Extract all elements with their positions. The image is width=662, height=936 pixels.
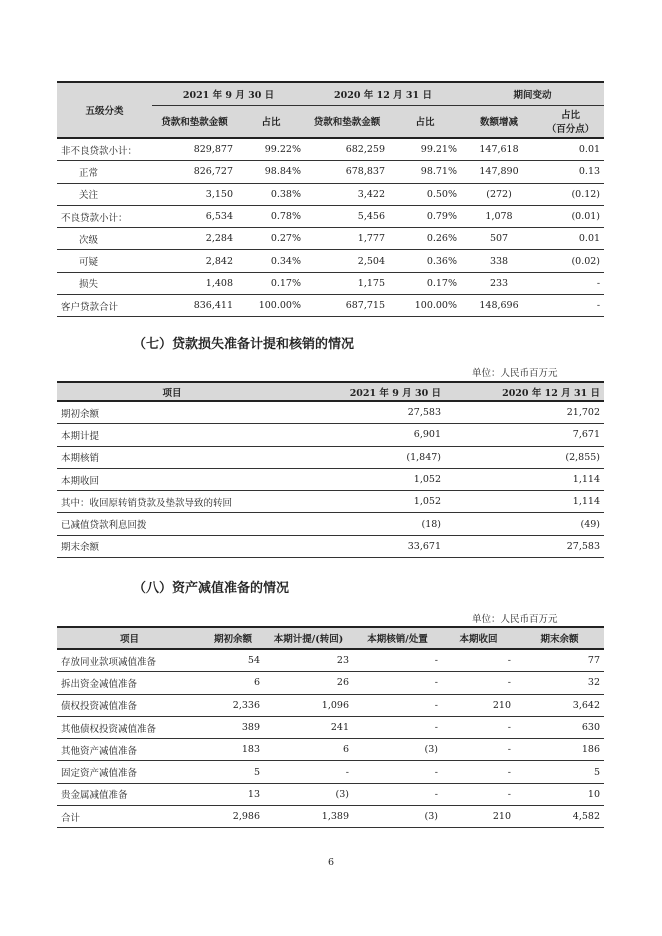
cell-value: 21,702	[445, 401, 604, 424]
cell-value: 210	[442, 806, 515, 828]
page-number: 6	[327, 857, 335, 868]
row-label: 客户贷款合计	[57, 295, 152, 317]
row-label: 债权投资减值准备	[57, 694, 202, 716]
header-category: 五级分类	[57, 82, 152, 138]
section-7-title: （七）贷款损失准备计提和核销的情况	[133, 337, 355, 352]
cell-value: (0.02)	[537, 250, 604, 272]
cell-value: 338	[461, 250, 537, 272]
table-row	[57, 424, 604, 446]
table-row	[57, 806, 604, 828]
subheader: 占比	[389, 105, 461, 138]
cell-value: (18)	[287, 513, 445, 535]
column-header: 本期收回	[442, 627, 515, 649]
cell-value: 1,408	[152, 272, 237, 294]
row-label: 正常	[57, 161, 152, 183]
column-header: 期初余额	[202, 627, 264, 649]
column-header: 期末余额	[515, 627, 604, 649]
cell-value: 1,175	[305, 272, 389, 294]
cell-value: 682,259	[305, 138, 389, 161]
table-row	[57, 228, 604, 250]
cell-value: 99.21%	[389, 138, 461, 161]
cell-value: 5,456	[305, 205, 389, 227]
cell-value: 1,052	[287, 468, 445, 490]
subheader: 数额增减	[461, 105, 537, 138]
row-label: 本期计提	[57, 424, 287, 446]
cell-value: 5	[202, 761, 264, 783]
cell-value: 2,842	[152, 250, 237, 272]
cell-value: 6,534	[152, 205, 237, 227]
table-row	[57, 250, 604, 272]
subheader: 贷款和垫款金额	[305, 105, 389, 138]
table-row	[57, 513, 604, 535]
section-7-unit: 单位：人民币百万元	[472, 368, 558, 379]
cell-value: -	[442, 716, 515, 738]
table-row	[57, 761, 604, 783]
cell-value: 0.01	[537, 228, 604, 250]
row-label: 本期核销	[57, 446, 287, 468]
cell-value: (0.01)	[537, 205, 604, 227]
cell-value: 2,504	[305, 250, 389, 272]
table-row	[57, 649, 604, 672]
table-row	[57, 205, 604, 227]
subheader: 占比 （百分点）	[537, 105, 604, 138]
cell-value: 4,582	[515, 806, 604, 828]
cell-value: 210	[442, 694, 515, 716]
cell-value: (2,855)	[445, 446, 604, 468]
cell-value: -	[442, 649, 515, 672]
table-row	[57, 138, 604, 161]
row-label: 不良贷款小计：	[57, 205, 152, 227]
row-label: 次级	[57, 228, 152, 250]
cell-value: -	[442, 761, 515, 783]
column-header: 项目	[57, 382, 287, 401]
cell-value: 1,114	[445, 468, 604, 490]
table-row	[57, 468, 604, 490]
row-label: 已减值贷款利息回拨	[57, 513, 287, 535]
table-row	[57, 491, 604, 513]
cell-value: 100.00%	[389, 295, 461, 317]
table-row	[57, 716, 604, 738]
cell-value: 1,389	[264, 806, 353, 828]
cell-value: 0.13	[537, 161, 604, 183]
cell-value: 3,150	[152, 183, 237, 205]
row-label: 其中：收回原转销贷款及垫款导致的转回	[57, 491, 287, 513]
cell-value: 3,642	[515, 694, 604, 716]
row-label: 存放同业款项减值准备	[57, 649, 202, 672]
cell-value: -	[537, 272, 604, 294]
cell-value: (1,847)	[287, 446, 445, 468]
cell-value: 0.01	[537, 138, 604, 161]
cell-value: 1,096	[264, 694, 353, 716]
row-label: 关注	[57, 183, 152, 205]
header-2021: 2021 年 9 月 30 日	[152, 82, 305, 105]
cell-value: (3)	[264, 783, 353, 805]
table-row	[57, 672, 604, 694]
cell-value: 100.00%	[237, 295, 305, 317]
table-row	[57, 161, 604, 183]
cell-value: 186	[515, 739, 604, 761]
cell-value: 77	[515, 649, 604, 672]
cell-value: 507	[461, 228, 537, 250]
row-label: 损失	[57, 272, 152, 294]
cell-value: -	[537, 295, 604, 317]
loan-loss-provision-table	[57, 381, 604, 558]
row-label: 非不良贷款小计：	[57, 138, 152, 161]
cell-value: 233	[461, 272, 537, 294]
cell-value: (0.12)	[537, 183, 604, 205]
column-header: 本期计提/(转回)	[264, 627, 353, 649]
cell-value: 33,671	[287, 535, 445, 557]
cell-value: 1,114	[445, 491, 604, 513]
cell-value: 98.84%	[237, 161, 305, 183]
cell-value: 26	[264, 672, 353, 694]
row-label: 其他债权投资减值准备	[57, 716, 202, 738]
cell-value: 183	[202, 739, 264, 761]
cell-value: 54	[202, 649, 264, 672]
cell-value: 0.36%	[389, 250, 461, 272]
table-row	[57, 694, 604, 716]
cell-value: -	[353, 716, 442, 738]
cell-value: 10	[515, 783, 604, 805]
table-row	[57, 272, 604, 294]
subheader: 占比	[237, 105, 305, 138]
cell-value: 0.27%	[237, 228, 305, 250]
cell-value: 1,078	[461, 205, 537, 227]
cell-value: 13	[202, 783, 264, 805]
cell-value: 98.71%	[389, 161, 461, 183]
cell-value: 7,671	[445, 424, 604, 446]
cell-value: 27,583	[287, 401, 445, 424]
row-label: 期末余额	[57, 535, 287, 557]
cell-value: -	[442, 672, 515, 694]
cell-value: -	[353, 672, 442, 694]
cell-value: (3)	[353, 806, 442, 828]
cell-value: 0.78%	[237, 205, 305, 227]
row-label: 合计	[57, 806, 202, 828]
row-label: 期初余额	[57, 401, 287, 424]
cell-value: 27,583	[445, 535, 604, 557]
cell-value: (272)	[461, 183, 537, 205]
section-8-unit: 单位：人民币百万元	[472, 614, 558, 625]
cell-value: 23	[264, 649, 353, 672]
cell-value: 0.26%	[389, 228, 461, 250]
cell-value: 5	[515, 761, 604, 783]
cell-value: 1,052	[287, 491, 445, 513]
cell-value: -	[353, 649, 442, 672]
cell-value: 678,837	[305, 161, 389, 183]
cell-value: 687,715	[305, 295, 389, 317]
cell-value: 6	[264, 739, 353, 761]
cell-value: 3,422	[305, 183, 389, 205]
column-header: 2021 年 9 月 30 日	[287, 382, 445, 401]
column-header: 本期核销/处置	[353, 627, 442, 649]
row-label: 固定资产减值准备	[57, 761, 202, 783]
cell-value: 630	[515, 716, 604, 738]
cell-value: 99.22%	[237, 138, 305, 161]
cell-value: -	[353, 783, 442, 805]
cell-value: -	[353, 761, 442, 783]
row-label: 拆出资金减值准备	[57, 672, 202, 694]
table-row	[57, 183, 604, 205]
cell-value: -	[442, 739, 515, 761]
table-row	[57, 535, 604, 557]
column-header: 项目	[57, 627, 202, 649]
cell-value: 147,890	[461, 161, 537, 183]
cell-value: 0.17%	[237, 272, 305, 294]
cell-value: 836,411	[152, 295, 237, 317]
header-2020: 2020 年 12 月 31 日	[305, 82, 461, 105]
asset-impairment-table	[57, 626, 604, 828]
cell-value: 826,727	[152, 161, 237, 183]
table-row	[57, 401, 604, 424]
cell-value: 0.50%	[389, 183, 461, 205]
cell-value: -	[353, 694, 442, 716]
cell-value: 829,877	[152, 138, 237, 161]
cell-value: 6,901	[287, 424, 445, 446]
cell-value: (49)	[445, 513, 604, 535]
cell-value: 2,986	[202, 806, 264, 828]
column-header: 2020 年 12 月 31 日	[445, 382, 604, 401]
table-row	[57, 739, 604, 761]
five-category-loan-table	[57, 81, 604, 317]
cell-value: 2,336	[202, 694, 264, 716]
cell-value: (3)	[353, 739, 442, 761]
cell-value: -	[264, 761, 353, 783]
cell-value: 32	[515, 672, 604, 694]
cell-value: 389	[202, 716, 264, 738]
cell-value: 147,618	[461, 138, 537, 161]
cell-value: 241	[264, 716, 353, 738]
row-label: 可疑	[57, 250, 152, 272]
cell-value: 6	[202, 672, 264, 694]
table-row	[57, 783, 604, 805]
header-change: 期间变动	[461, 82, 604, 105]
cell-value: 0.34%	[237, 250, 305, 272]
subheader: 贷款和垫款金额	[152, 105, 237, 138]
cell-value: 1,777	[305, 228, 389, 250]
table-row	[57, 446, 604, 468]
cell-value: 0.38%	[237, 183, 305, 205]
cell-value: 0.79%	[389, 205, 461, 227]
cell-value: -	[442, 783, 515, 805]
cell-value: 0.17%	[389, 272, 461, 294]
row-label: 贵金属减值准备	[57, 783, 202, 805]
row-label: 本期收回	[57, 468, 287, 490]
cell-value: 148,696	[461, 295, 537, 317]
cell-value: 2,284	[152, 228, 237, 250]
section-8-title: （八）资产减值准备的情况	[133, 581, 290, 596]
row-label: 其他资产减值准备	[57, 739, 202, 761]
table-row	[57, 295, 604, 317]
